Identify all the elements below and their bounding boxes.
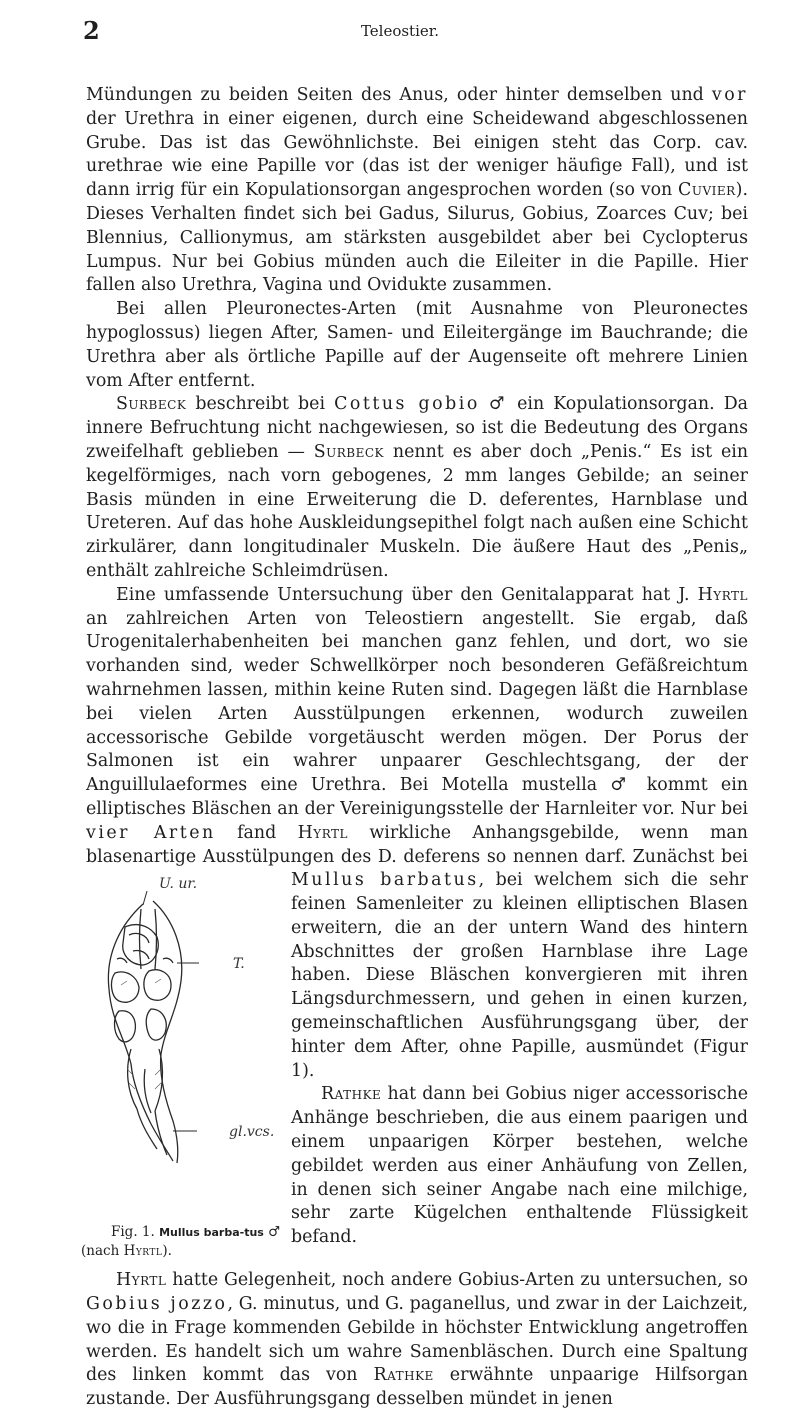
body-text bbox=[81, 84, 749, 1412]
page-number: 2 bbox=[83, 16, 100, 45]
paragraph-1: Mündungen zu beiden Seiten des Anus, oder hinter demselben und vor der Urethra in einer eigenen, durch eine Scheidewand abgeschlossenen Grube. Das ist das Gewöhnlichste. Bei einigen steht das Corp. cav. urethrae wie eine Papille vor (das ist der weniger häufige Fall), und ist dann irrig für ein Kopulationsorgan angesprochen worden (so von Cuvier). Dieses Verhalten findet sich bei Gadus, Silurus, Gobius, Zoarces Cuv; bei Blennius, Callionymus, am stärksten ausgebildet aber bei Cyclopterus Lumpus. Nur bei Gobius münden auch die Eileiter in die Papille. Hier fallen also Urethra, Vagina und Ovidukte zusammen. bbox=[86, 85, 748, 296]
author-hyrtl-2: Hyrtl bbox=[297, 822, 348, 843]
label-ureter: U. ur. bbox=[159, 876, 198, 893]
mullus-anatomy-illustration bbox=[81, 869, 281, 1219]
species-cottus: Cottus gobio bbox=[334, 394, 480, 415]
species-mullus: Mullus barbatus bbox=[291, 870, 479, 891]
author-hyrtl: Hyrtl bbox=[697, 584, 748, 605]
author-rathke: Rathke bbox=[321, 1084, 382, 1105]
paragraph-6: Hyrtl hatte Gelegenheit, noch andere Gobius-Arten zu untersuchen, so Gobius jozzo, G. minutus, und G. paganellus, und zwar in der Laichzeit, wo die in Frage kommenden Gebilde in höchster Entwicklung angetroffen werden. Es handelt sich um wahre Samenbläschen. Durch eine Spaltung des linken kommt das von Rathke erwähnte unpaarige Hilfsorgan zustande. Der Ausführungsgang desselben mündet in jenen bbox=[86, 1270, 748, 1410]
figure-caption: Fig. 1. Mullus barba-tus ♂ (nach Hyrtl). bbox=[81, 1224, 281, 1260]
paragraph-5: Rathke hat dann bei Gobius niger accessorische Anhänge beschrieben, die aus einem paarigen und einem unpaarigen Körper bestehen, welche gebildet werden aus einer Anhäufung von Zellen, in denen sich seiner Angabe nach eine milchige, sehr zarte Kügelchen enthaltende Flüssigkeit befand. bbox=[291, 1084, 748, 1248]
emphasis-vor: vor bbox=[711, 85, 748, 105]
page-header bbox=[0, 16, 800, 46]
emphasis-vier-arten: vier Arten bbox=[86, 822, 216, 843]
author-hyrtl-3: Hyrtl bbox=[116, 1270, 167, 1291]
paragraph-2: Bei allen Pleuronectes-Arten (mit Ausnahme von Pleuronectes hypoglossus) liegen After, Samen- und Eileitergänge im Bauchrande; die Urethra aber als örtliche Papille auf der Augenseite oft mehrere Linien vom After entfernt. bbox=[86, 299, 748, 391]
figure-1 bbox=[81, 869, 281, 1267]
caption-species: Mullus barba-tus bbox=[159, 1226, 264, 1240]
caption-author: Hyrtl bbox=[123, 1243, 163, 1260]
author-rathke-2: Rathke bbox=[373, 1365, 434, 1386]
label-gl-vcs: gl.vcs. bbox=[229, 1124, 275, 1141]
label-t: T. bbox=[233, 956, 245, 973]
paragraph-3: Surbeck beschreibt bei Cottus gobio ♂ ein Kopulationsorgan. Da innere Befruchtung nicht nachgewiesen, so ist die Bedeutung des Organs zweifelhaft geblieben — Surbeck nennt es aber doch „Penis.“ Es ist ein kegelförmiges, nach vorn gebogenes, 2 mm langes Gebilde; an seiner Basis münden in eine Erweiterung die D. deferentes, Harnblase und Ureteren. Auf das hohe Auskleidungsepithel folgt nach außen eine Schicht zirkulärer, dann longitudinaler Muskeln. Die äußere Haut des „Penis„ enthält zahlreiche Schleimdrüsen. bbox=[86, 394, 749, 581]
paragraph-4: Eine umfassende Untersuchung über den Genitalapparat hat J. Hyrtl an zahlreichen Arten von Teleostiern angestellt. Sie ergab, daß Urogenitalerhabenheiten bei manchen ganz fehlen, und dort, wo sie vorhanden sind, weder Schwellkörper noch besonderen Gefäßreichtum wahrnehmen lassen, mithin keine Ruten sind. Dagegen läßt die Harnblase bei vielen Arten Ausstülpungen erkennen, wodurch zuweilen accessorische Gebilde vorgetäuscht werden mögen. Der Porus der Salmonen ist ein wahrer unpaarer Geschlechtsgang, der der Anguillulaeformes eine Urethra. Bei Motella mustella ♂ kommt ein elliptisches Bläschen an der Vereinigungsstelle der Harnleiter vor. Nur bei vier Arten fand Hyrtl wirkliche Anhangsgebilde, wenn man blasenartige Ausstülpungen des D. deferens so nennen darf. Zunächst bei U. ur. T. gl.vcs. Fig. 1. Mullus barba-tus ♂ (nach Hyrtl). Mullus barbatus, bei welchem sich die sehr feinen Samenleiter zu kleinen elliptischen Blasen erweitern, die an der untern Wand des hintern Abschnittes der großen Harnblase ihre Lage haben. Diese Bläschen konvergieren mit ihren Längsdurchmessern, und gehen in einen kurzen, gemeinschaftlichen Ausführungsgang über, der hinter dem After, ohne Papille, ausmündet (Figur 1). bbox=[86, 584, 748, 1084]
author-surbeck-2: Surbeck bbox=[313, 441, 385, 462]
author-cuvier: Cuvier bbox=[678, 180, 736, 201]
species-gobius-jozzo: Gobius jozzo bbox=[86, 1294, 228, 1315]
running-head: Teleostier. bbox=[360, 22, 440, 40]
para4-before-figure: wirkliche Anhangsgebilde, wenn man blasenartige Ausstülpungen des D. deferens so nennen darf. Zunächst bei bbox=[86, 822, 748, 867]
author-surbeck: Surbeck bbox=[116, 394, 187, 415]
